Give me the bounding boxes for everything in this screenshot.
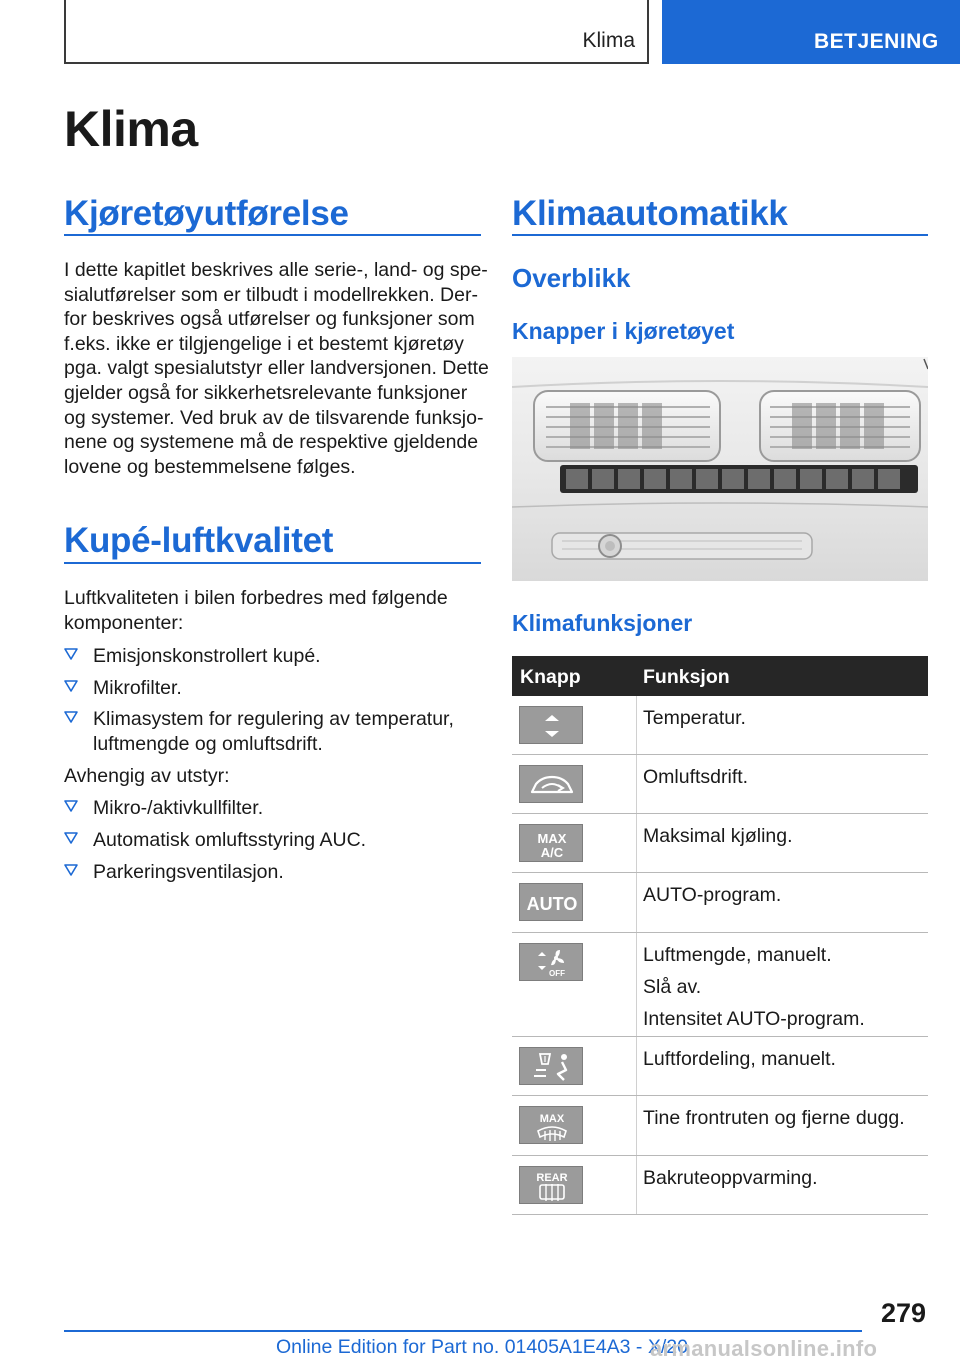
svg-text:OFF: OFF: [549, 969, 565, 978]
svg-text:MAX: MAX: [537, 831, 567, 846]
fan-off-icon: [519, 943, 583, 981]
function-text: Omluftsdrift.: [643, 766, 749, 788]
climate-functions-heading: Klimafunksjoner: [512, 610, 693, 636]
table-row: [512, 814, 928, 873]
climate-panel-photo: [512, 357, 928, 581]
vehicle-version-paragraph: I dette kapitlet beskrives alle serie-, land- og spe- sialutførelser som er tilbudt i modellrekken. Der- for beskrives også utførelser og funksjoner som f.eks. ikke er tilgjengelige i et bestemt kjøretøy pga. valgt spesialutstyr eller landversjonen. Dette gjelder også for sikkerhetsrelevante funksjoner og systemer. Ved bruk av de tilsvarende funksjo- nene og systemene må de respektive gjeldende lovene og bestemmelsene følges.: [64, 259, 489, 478]
svg-text:AUTO: AUTO: [526, 894, 578, 914]
recirculation-icon: [519, 765, 583, 803]
table-row: [512, 696, 928, 755]
svg-text:MAX: MAX: [539, 1113, 565, 1125]
bullet-triangle-icon: [64, 863, 78, 877]
heading-rule: [64, 234, 481, 236]
table-row: [512, 1096, 928, 1156]
function-text: Bakruteoppvarming.: [643, 1167, 818, 1189]
header-chapter-title: BETJENING: [814, 30, 939, 53]
auto-icon: [519, 883, 583, 921]
heading-rule: [512, 234, 928, 236]
function-text: Tine frontruten og fjerne dugg.: [643, 1107, 905, 1129]
table-row: [512, 1156, 928, 1215]
footer-rule: [64, 1330, 862, 1332]
header-chapter-tab[interactable]: [662, 0, 960, 64]
function-text: Luftfordeling, manuelt.: [643, 1048, 836, 1070]
overview-heading: Overblikk: [512, 263, 631, 293]
equipment-dependent-label: Avhengig av utstyr:: [64, 765, 230, 787]
heading-rule: [64, 562, 481, 564]
watermark: armanualsonline.info: [650, 1336, 878, 1361]
svg-text:REAR: REAR: [536, 1172, 568, 1184]
functions-table-header: [512, 656, 928, 696]
air-distribution-icon: [519, 1047, 583, 1085]
page-title: Klima: [64, 101, 198, 157]
column-header-function: Funksjon: [643, 666, 730, 688]
max-ac-icon: [519, 824, 583, 862]
table-row: [512, 933, 928, 1037]
table-row: [512, 873, 928, 933]
air-quality-intro: Luftkvaliteten i bilen forbedres med følgende komponenter:: [64, 587, 448, 634]
function-text: Temperatur.: [643, 707, 746, 729]
bullet-triangle-icon: [64, 679, 78, 693]
function-text: Luftmengde, manuelt. Slå av. Intensitet AUTO-program.: [643, 944, 865, 1030]
bullet-triangle-icon: [64, 831, 78, 845]
rear-defrost-icon: [519, 1166, 583, 1204]
table-row: [512, 1037, 928, 1096]
column-header-button: Knapp: [520, 666, 581, 688]
bullet-triangle-icon: [64, 799, 78, 813]
page-number: 279: [880, 1298, 926, 1328]
table-row: [512, 755, 928, 814]
buttons-in-vehicle-heading: Knapper i kjøretøyet: [512, 318, 735, 344]
header-section-title: Klima: [582, 29, 635, 52]
header-section-box: [64, 0, 649, 64]
air-quality-heading: Kupé-luftkvalitet: [64, 521, 334, 560]
max-defrost-icon: [519, 1106, 583, 1144]
function-text: Maksimal kjøling.: [643, 825, 793, 847]
bullet-triangle-icon: [64, 710, 78, 724]
temperature-arrows-icon: [519, 706, 583, 744]
vehicle-version-heading: Kjøretøyutførelse: [64, 194, 349, 233]
function-text: AUTO-program.: [643, 884, 782, 906]
climate-automatic-heading: Klimaautomatikk: [512, 194, 788, 233]
svg-text:A/C: A/C: [540, 845, 564, 860]
footer-edition-text: Online Edition for Part no. 01405A1E4A3 - X/20: [276, 1336, 688, 1358]
bullet-triangle-icon: [64, 647, 78, 661]
